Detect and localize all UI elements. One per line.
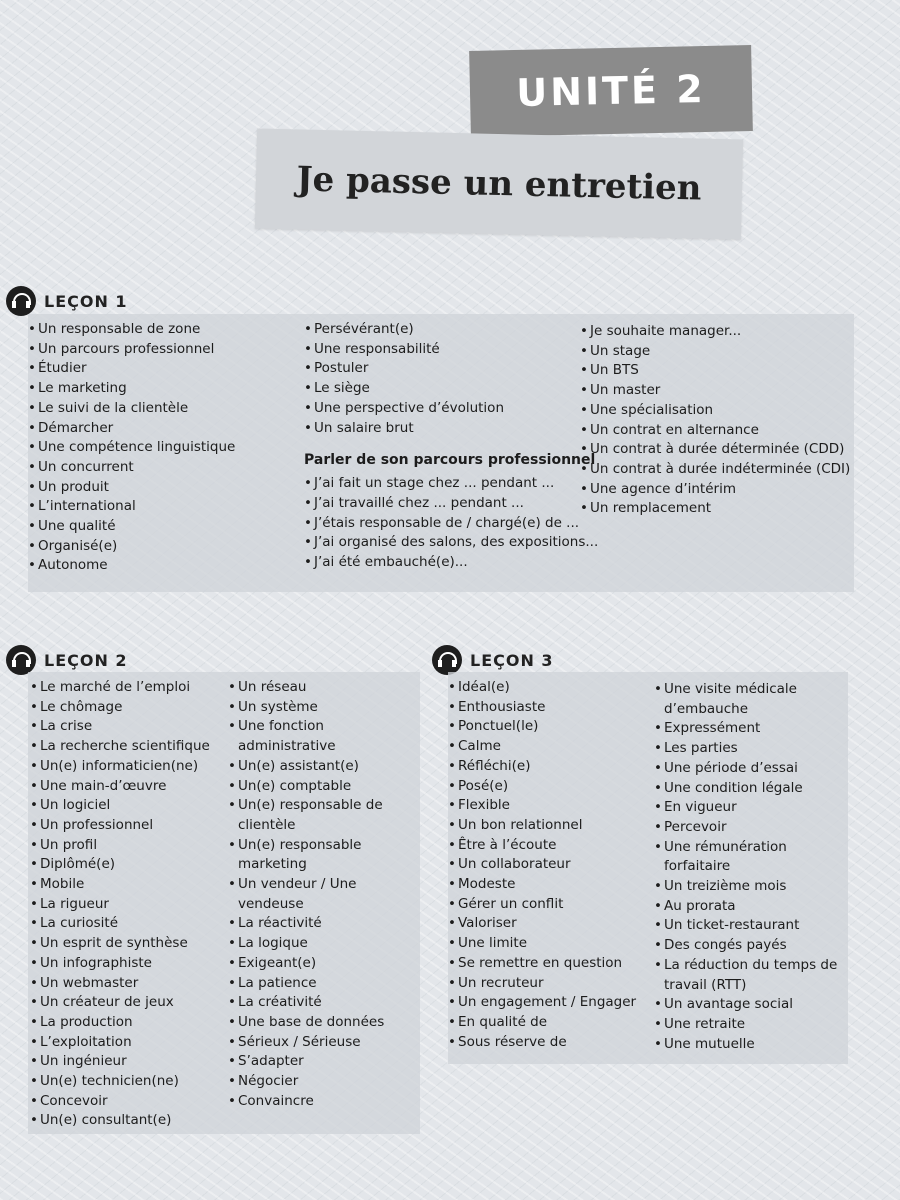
vocab-item: • Une retraite	[654, 1015, 846, 1035]
vocab-item: • Démarcher	[28, 419, 235, 439]
vocab-item: • Un(e) responsable marketing	[228, 836, 418, 875]
vocab-item: • Le chômage	[30, 698, 210, 718]
vocab-item: • Un(e) informaticien(ne)	[30, 757, 210, 777]
vocab-item: • Expressément	[654, 719, 846, 739]
lesson3-col2	[654, 680, 846, 1054]
vocab-item: • Posé(e)	[448, 777, 636, 797]
vocab-item: • Un treizième mois	[654, 877, 846, 897]
vocab-item: • Un(e) assistant(e)	[228, 757, 418, 777]
vocab-item: • Une période d’essai	[654, 759, 846, 779]
vocab-item: • Diplômé(e)	[30, 855, 210, 875]
vocab-item: • Mobile	[30, 875, 210, 895]
vocab-item: • Organisé(e)	[28, 537, 235, 557]
vocab-list	[30, 678, 210, 1131]
lesson2-col1	[30, 678, 210, 1131]
vocab-item: • Au prorata	[654, 897, 846, 917]
vocab-item: • La patience	[228, 974, 418, 994]
page-title: Je passe un entretien	[296, 159, 702, 209]
vocab-item: • Une perspective d’évolution	[304, 399, 598, 419]
vocab-item: • Un infographiste	[30, 954, 210, 974]
lesson1-subheading: Parler de son parcours professionnel	[304, 452, 596, 469]
title-banner	[255, 128, 743, 239]
vocab-item: • Enthousiaste	[448, 698, 636, 718]
vocab-item: • Exigeant(e)	[228, 954, 418, 974]
vocab-item: • La production	[30, 1013, 210, 1033]
vocab-item: • Un logiciel	[30, 796, 210, 816]
vocab-item: • En qualité de	[448, 1013, 636, 1033]
lesson2-panel	[28, 672, 420, 1134]
vocab-item: • Concevoir	[30, 1092, 210, 1112]
vocab-item: • La réduction du temps de travail (RTT)	[654, 956, 846, 995]
lesson1-col3	[580, 322, 850, 519]
vocab-item: • Un salaire brut	[304, 419, 598, 439]
vocab-item: • Idéal(e)	[448, 678, 636, 698]
vocab-item: • Un vendeur / Une vendeuse	[228, 875, 418, 914]
vocab-item: • J’ai travaillé chez ... pendant ...	[304, 494, 598, 514]
vocab-item: • Un(e) comptable	[228, 777, 418, 797]
vocab-item: • Le siège	[304, 379, 598, 399]
vocab-item: • L’exploitation	[30, 1033, 210, 1053]
vocab-item: • Un recruteur	[448, 974, 636, 994]
unit-banner	[469, 45, 753, 137]
vocab-item: • Un contrat en alternance	[580, 421, 850, 441]
vocab-item: • Un(e) consultant(e)	[30, 1111, 210, 1131]
vocab-item: • Ponctuel(le)	[448, 717, 636, 737]
lesson1-header	[6, 286, 128, 316]
vocab-item: • Persévérant(e)	[304, 320, 598, 340]
vocab-item: • La créativité	[228, 993, 418, 1013]
vocab-item: • Un(e) responsable de clientèle	[228, 796, 418, 835]
vocab-item: • Le marketing	[28, 379, 235, 399]
lesson2-col2	[228, 678, 418, 1111]
vocab-item: • En vigueur	[654, 798, 846, 818]
vocab-item: • Valoriser	[448, 914, 636, 934]
vocab-item: • Être à l’écoute	[448, 836, 636, 856]
vocab-item: • Étudier	[28, 359, 235, 379]
vocab-item: • Un stage	[580, 342, 850, 362]
vocab-item: • Négocier	[228, 1072, 418, 1092]
vocab-item: • Une condition légale	[654, 779, 846, 799]
vocab-item: • J’ai organisé des salons, des expositions...	[304, 533, 598, 553]
vocab-item: • La rigueur	[30, 895, 210, 915]
lesson1-col2	[304, 320, 598, 573]
vocab-list	[448, 678, 636, 1052]
vocab-list	[304, 474, 598, 573]
lesson2-label: LEÇON 2	[44, 650, 128, 670]
vocab-item: • Une visite médicale d’embauche	[654, 680, 846, 719]
vocab-item: • Modeste	[448, 875, 636, 895]
vocab-item: • Un BTS	[580, 361, 850, 381]
vocab-item: • J’ai été embauché(e)...	[304, 553, 598, 573]
unit-label: UNITÉ 2	[515, 67, 707, 115]
vocab-list	[228, 678, 418, 1111]
vocab-item: • Postuler	[304, 359, 598, 379]
vocab-item: • Le marché de l’emploi	[30, 678, 210, 698]
vocab-item: • Une agence d’intérim	[580, 480, 850, 500]
vocab-item: • Flexible	[448, 796, 636, 816]
vocab-item: • Une limite	[448, 934, 636, 954]
vocab-item: • Un parcours professionnel	[28, 340, 235, 360]
vocab-item: • Calme	[448, 737, 636, 757]
vocab-item: • La recherche scientifique	[30, 737, 210, 757]
vocab-item: • Un engagement / Engager	[448, 993, 636, 1013]
vocab-item: • Un(e) technicien(ne)	[30, 1072, 210, 1092]
vocab-item: • Réfléchi(e)	[448, 757, 636, 777]
vocab-item: • Un ticket-restaurant	[654, 916, 846, 936]
vocab-item: • Convaincre	[228, 1092, 418, 1112]
vocab-item: • Les parties	[654, 739, 846, 759]
headphones-icon[interactable]	[6, 645, 36, 675]
vocab-item: • Un profil	[30, 836, 210, 856]
headphones-icon[interactable]	[432, 645, 462, 675]
vocab-item: • L’international	[28, 497, 235, 517]
vocab-item: • Un esprit de synthèse	[30, 934, 210, 954]
vocab-item: • Un avantage social	[654, 995, 846, 1015]
vocab-item: • Une rémunération forfaitaire	[654, 838, 846, 877]
vocab-list	[654, 680, 846, 1054]
vocab-item: • Un réseau	[228, 678, 418, 698]
vocab-item: • Une base de données	[228, 1013, 418, 1033]
vocab-list	[28, 320, 235, 576]
vocab-item: • Le suivi de la clientèle	[28, 399, 235, 419]
vocab-item: • Un système	[228, 698, 418, 718]
vocab-item: • Un bon relationnel	[448, 816, 636, 836]
vocab-item: • La crise	[30, 717, 210, 737]
vocab-item: • Sous réserve de	[448, 1033, 636, 1053]
vocab-item: • Un professionnel	[30, 816, 210, 836]
vocab-item: • La logique	[228, 934, 418, 954]
vocab-item: • Une spécialisation	[580, 401, 850, 421]
vocab-item: • Je souhaite manager...	[580, 322, 850, 342]
lesson3-panel	[448, 672, 848, 1064]
vocab-item: • Un créateur de jeux	[30, 993, 210, 1013]
vocab-item: • J’étais responsable de / chargé(e) de ...	[304, 514, 598, 534]
lesson2-header	[6, 645, 128, 675]
vocab-item: • Un collaborateur	[448, 855, 636, 875]
lesson3-label: LEÇON 3	[470, 650, 554, 670]
vocab-item: • Un master	[580, 381, 850, 401]
vocab-item: • Un responsable de zone	[28, 320, 235, 340]
lesson1-label: LEÇON 1	[44, 291, 128, 311]
vocab-item: • Gérer un conflit	[448, 895, 636, 915]
vocab-item: • Un webmaster	[30, 974, 210, 994]
vocab-item: • Une main-d’œuvre	[30, 777, 210, 797]
lesson1-col1	[28, 320, 235, 576]
vocab-list	[304, 320, 598, 438]
vocab-item: • Un remplacement	[580, 499, 850, 519]
vocab-item: • Une responsabilité	[304, 340, 598, 360]
vocab-item: • Une mutuelle	[654, 1035, 846, 1055]
vocab-item: • La curiosité	[30, 914, 210, 934]
vocab-item: • Sérieux / Sérieuse	[228, 1033, 418, 1053]
vocab-item: • S’adapter	[228, 1052, 418, 1072]
lesson1-panel	[28, 314, 854, 592]
headphones-icon[interactable]	[6, 286, 36, 316]
vocab-item: • La réactivité	[228, 914, 418, 934]
vocab-item: • Une fonction administrative	[228, 717, 418, 756]
vocab-item: • J’ai fait un stage chez ... pendant ...	[304, 474, 598, 494]
lesson3-header	[432, 645, 554, 675]
vocab-item: • Un ingénieur	[30, 1052, 210, 1072]
vocab-item: • Un concurrent	[28, 458, 235, 478]
vocab-item: • Un produit	[28, 478, 235, 498]
vocab-item: • Autonome	[28, 556, 235, 576]
lesson3-col1	[448, 678, 636, 1052]
vocab-item: • Un contrat à durée déterminée (CDD)	[580, 440, 850, 460]
vocab-item: • Se remettre en question	[448, 954, 636, 974]
vocab-item: • Un contrat à durée indéterminée (CDI)	[580, 460, 850, 480]
vocab-item: • Percevoir	[654, 818, 846, 838]
vocab-list	[580, 322, 850, 519]
vocab-item: • Une qualité	[28, 517, 235, 537]
vocab-item: • Une compétence linguistique	[28, 438, 235, 458]
vocab-item: • Des congés payés	[654, 936, 846, 956]
